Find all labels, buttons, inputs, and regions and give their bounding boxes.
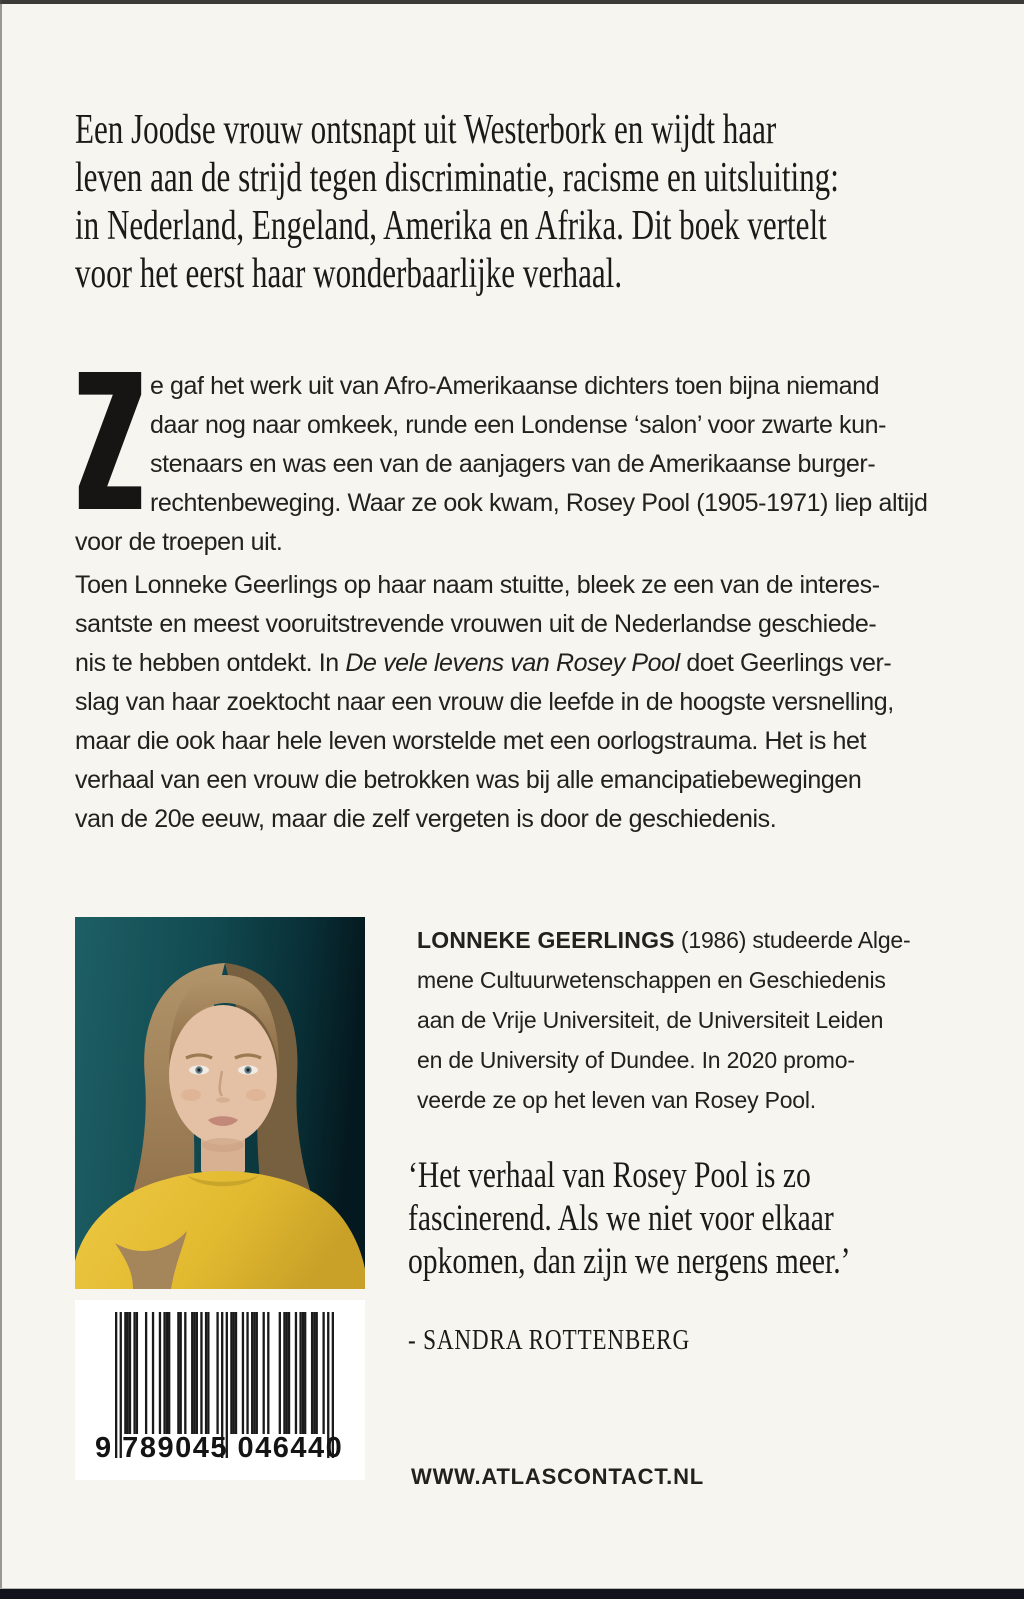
author-photo [75, 917, 365, 1289]
endorsement-attribution: - SANDRA ROTTENBERG [408, 1324, 691, 1356]
book-title-italic: De vele levens van Rosey Pool [345, 649, 680, 677]
tagline [75, 106, 1024, 298]
synopsis-line: daar nog naar omkeek, runde een Londense ‘salon’ voor zwarte kun- [150, 411, 887, 439]
publisher-website: WWW.ATLASCONTACT.NL [411, 1464, 704, 1489]
page-top-edge [0, 0, 1024, 4]
endorsement-quote [408, 1154, 961, 1283]
bio-line: en de University of Dundee. In 2020 promo- [417, 1047, 855, 1073]
quote-line: fascinerend. Als we niet voor elkaar [408, 1198, 834, 1239]
synopsis-line: maar die ook haar hele leven worstelde met een oorlogstrauma. Het is het [75, 727, 867, 755]
page-left-edge [0, 0, 2, 1599]
synopsis-text: doet Geerlings ver- [679, 649, 892, 677]
tagline-line: leven aan de strijd tegen discriminatie, racisme en uitsluiting: [75, 155, 839, 201]
synopsis-line: rechtenbeweging. Waar ze ook kwam, Rosey Pool (1905-1971) liep altijd [150, 489, 928, 517]
bio-text: (1986) studeerde Alge- [674, 927, 911, 953]
tagline-line: voor het eerst haar wonderbaarlijke verhaal. [75, 251, 623, 297]
synopsis-line: slag van haar zoektocht naar een vrouw die leefde in de hoogste versnelling, [75, 688, 894, 716]
barcode [75, 1300, 365, 1480]
bio-line: veerde ze op het leven van Rosey Pool. [417, 1087, 816, 1113]
bio-line: mene Cultuurwetenschappen en Geschiedenis [417, 967, 886, 993]
bio-line: aan de Vrije Universiteit, de Universiteit Leiden [417, 1007, 884, 1033]
author-bio [417, 920, 910, 1120]
synopsis-line: Toen Lonneke Geerlings op haar naam stuitte, bleek ze een van de interes- [75, 571, 880, 599]
author-name: LONNEKE GEERLINGS [417, 927, 675, 953]
synopsis-line: santste en meest vooruitstrevende vrouwen uit de Nederlandse geschiede- [75, 610, 877, 638]
synopsis-line: e gaf het werk uit van Afro-Amerikaanse dichters toen bijna niemand [150, 372, 880, 400]
footer-color-bar [0, 1588, 1024, 1599]
synopsis-line: voor de troepen uit. [75, 528, 283, 556]
synopsis-paragraph-2 [75, 566, 894, 839]
synopsis-paragraph-1 [150, 367, 927, 523]
synopsis-text: nis te hebben ontdekt. In [75, 649, 346, 677]
tagline-line: Een Joodse vrouw ontsnapt uit Westerbork en wijdt haar [75, 107, 777, 153]
synopsis-line [75, 644, 894, 683]
dropcap-z [78, 372, 142, 509]
synopsis-line: verhaal van een vrouw die betrokken was bij alle emancipatiebewegingen [75, 766, 862, 794]
isbn-digits: 9 789045 046440 [95, 1432, 344, 1464]
synopsis-line: stenaars en was een van de aanjagers van de Amerikaanse burger- [150, 450, 876, 478]
quote-line: opkomen, dan zijn we nergens meer.’ [408, 1241, 851, 1282]
bio-line [417, 920, 910, 960]
quote-line: ‘Het verhaal van Rosey Pool is zo [408, 1155, 811, 1196]
synopsis-line: van de 20e eeuw, maar die zelf vergeten is door de geschiedenis. [75, 805, 777, 833]
tagline-line: in Nederland, Engeland, Amerika en Afrika. Dit boek vertelt [75, 203, 827, 249]
